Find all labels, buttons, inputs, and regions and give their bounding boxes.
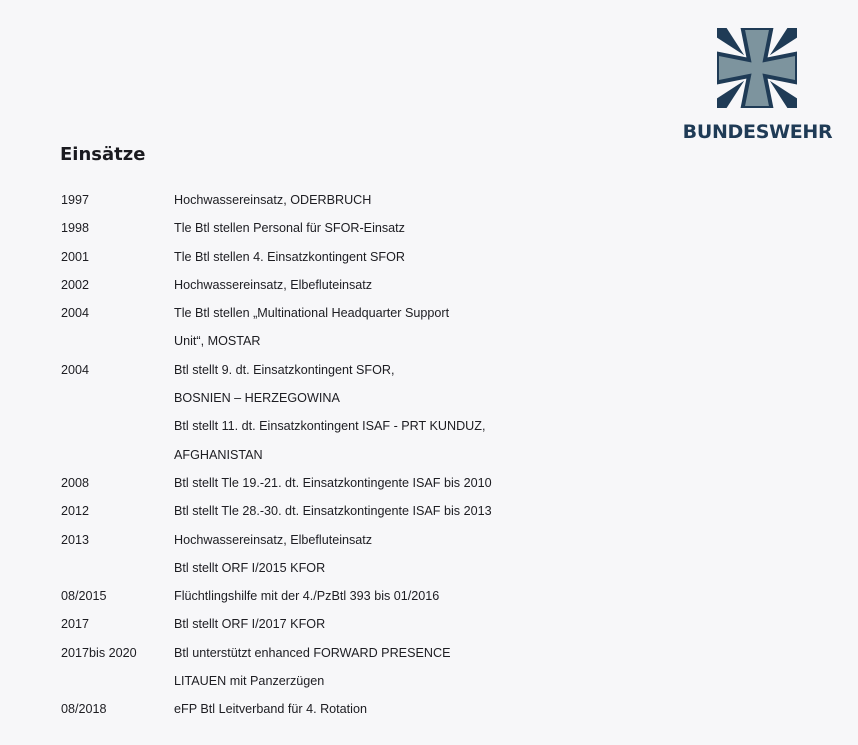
bundeswehr-logo xyxy=(675,28,840,150)
entry-year: 2004 xyxy=(61,306,90,321)
entry-text: Btl stellt Tle 28.-30. dt. Einsatzkontingente ISAF bis 2013 xyxy=(174,504,492,519)
entry-text: Btl stellt 9. dt. Einsatzkontingent SFOR, xyxy=(174,362,395,377)
entry-text: AFGHANISTAN xyxy=(174,447,263,462)
entry-text: BOSNIEN – HERZEGOWINA xyxy=(174,391,340,406)
deployment-list xyxy=(61,186,531,724)
list-item xyxy=(61,582,531,610)
entry-year: 2017bis 2020 xyxy=(61,645,137,660)
entry-text: Tle Btl stellen „Multinational Headquarter Support xyxy=(174,306,450,321)
list-item xyxy=(61,526,531,554)
entry-year xyxy=(61,667,174,695)
entry-year xyxy=(61,384,174,412)
list-item xyxy=(61,327,531,355)
entry-text: Tle Btl stellen Personal für SFOR-Einsatz xyxy=(174,221,405,236)
entry-year: 2004 xyxy=(61,362,90,377)
list-item xyxy=(61,412,531,440)
entry-text: eFP Btl Leitverband für 4. Rotation xyxy=(174,702,367,717)
list-item xyxy=(61,186,531,214)
entry-text: Btl stellt 11. dt. Einsatzkontingent ISAF - PRT KUNDUZ, xyxy=(174,419,486,434)
entry-text: Btl stellt ORF I/2015 KFOR xyxy=(174,560,326,575)
entry-year: 2012 xyxy=(61,504,90,519)
entry-text: Btl unterstützt enhanced FORWARD PRESENCE xyxy=(174,645,451,660)
entry-year: 2013 xyxy=(61,532,90,547)
entry-year: 2002 xyxy=(61,277,90,292)
entry-year xyxy=(61,327,174,355)
entry-year: 2008 xyxy=(61,475,90,490)
iron-cross-icon xyxy=(717,28,797,108)
list-item xyxy=(61,214,531,242)
entry-text: Btl stellt Tle 19.-21. dt. Einsatzkontingente ISAF bis 2010 xyxy=(174,475,492,490)
list-item xyxy=(61,695,531,723)
entry-year xyxy=(61,554,174,582)
list-item xyxy=(61,299,531,327)
entry-text: Hochwassereinsatz, Elbefluteinsatz xyxy=(174,277,373,292)
list-item xyxy=(61,243,531,271)
list-item xyxy=(61,469,531,497)
entry-year: 2001 xyxy=(61,249,90,264)
page-title: Einsätze xyxy=(60,144,146,165)
entry-year xyxy=(61,412,174,440)
entry-year: 08/2015 xyxy=(61,589,107,604)
list-item xyxy=(61,667,531,695)
list-item xyxy=(61,271,531,299)
entry-year xyxy=(61,441,174,469)
list-item xyxy=(61,356,531,384)
entry-year: 1998 xyxy=(61,221,90,236)
logo-wordmark: BUNDESWEHR xyxy=(682,121,833,143)
entry-text: Unit“, MOSTAR xyxy=(174,334,261,349)
entry-year: 2017 xyxy=(61,617,90,632)
list-item xyxy=(61,639,531,667)
list-item xyxy=(61,554,531,582)
entry-year: 08/2018 xyxy=(61,702,107,717)
entry-text: Btl stellt ORF I/2017 KFOR xyxy=(174,617,326,632)
list-item xyxy=(61,497,531,525)
entry-text: LITAUEN mit Panzerzügen xyxy=(174,674,325,689)
entry-year: 1997 xyxy=(61,193,90,207)
entry-text: Hochwassereinsatz, Elbefluteinsatz xyxy=(174,532,373,547)
list-item xyxy=(61,384,531,412)
entry-text: Hochwassereinsatz, ODERBRUCH xyxy=(174,193,372,207)
list-item xyxy=(61,610,531,638)
list-item xyxy=(61,441,531,469)
entry-text: Flüchtlingshilfe mit der 4./PzBtl 393 bis 01/2016 xyxy=(174,589,440,604)
entry-text: Tle Btl stellen 4. Einsatzkontingent SFOR xyxy=(174,249,405,264)
